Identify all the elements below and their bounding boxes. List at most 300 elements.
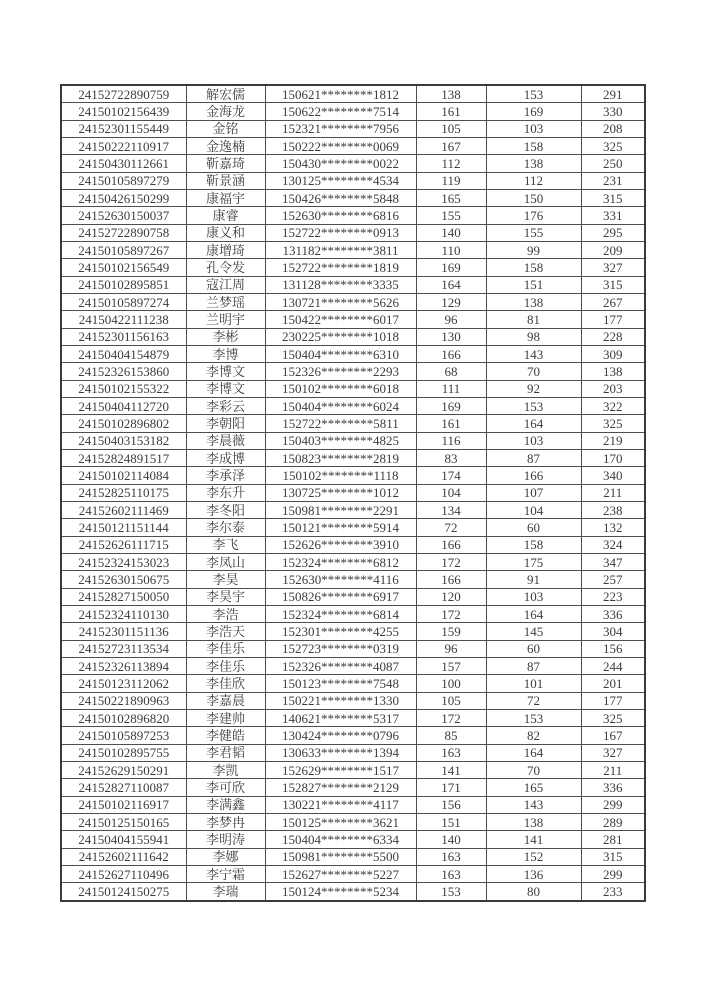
cell-exam-number: 24150102156439 <box>61 103 186 120</box>
cell-exam-number: 24152722890759 <box>61 85 186 103</box>
table-row <box>61 328 645 345</box>
cell-exam-number: 24150102896802 <box>61 415 186 432</box>
score-table-body <box>61 85 645 901</box>
cell-id-number: 140621********5317 <box>265 709 416 726</box>
cell-score-2: 72 <box>486 692 581 709</box>
cell-candidate-name: 金铭 <box>186 120 265 137</box>
cell-score-total: 295 <box>581 224 645 241</box>
cell-id-number: 150125********3621 <box>265 813 416 830</box>
cell-candidate-name: 李君韬 <box>186 744 265 761</box>
cell-candidate-name: 李冬阳 <box>186 502 265 519</box>
cell-score-2: 60 <box>486 519 581 536</box>
cell-candidate-name: 李娜 <box>186 848 265 865</box>
table-row <box>61 779 645 796</box>
cell-score-1: 166 <box>416 536 486 553</box>
cell-score-2: 165 <box>486 779 581 796</box>
cell-id-number: 230225********1018 <box>265 328 416 345</box>
cell-score-2: 91 <box>486 571 581 588</box>
table-row <box>61 623 645 640</box>
cell-id-number: 150430********0022 <box>265 155 416 172</box>
cell-id-number: 150102********6018 <box>265 380 416 397</box>
cell-score-total: 177 <box>581 311 645 328</box>
cell-exam-number: 24150222110917 <box>61 138 186 155</box>
cell-score-1: 151 <box>416 813 486 830</box>
cell-score-2: 136 <box>486 865 581 882</box>
cell-exam-number: 24152630150037 <box>61 207 186 224</box>
cell-score-2: 98 <box>486 328 581 345</box>
cell-exam-number: 24152326153860 <box>61 363 186 380</box>
table-row <box>61 848 645 865</box>
table-row <box>61 813 645 830</box>
cell-id-number: 150403********4825 <box>265 432 416 449</box>
cell-score-2: 158 <box>486 138 581 155</box>
table-row <box>61 311 645 328</box>
cell-score-2: 155 <box>486 224 581 241</box>
table-row <box>61 432 645 449</box>
cell-candidate-name: 李朝阳 <box>186 415 265 432</box>
cell-score-1: 105 <box>416 692 486 709</box>
cell-candidate-name: 康增琦 <box>186 242 265 259</box>
cell-score-total: 209 <box>581 242 645 259</box>
cell-id-number: 150981********5500 <box>265 848 416 865</box>
cell-id-number: 152827********2129 <box>265 779 416 796</box>
cell-score-1: 140 <box>416 224 486 241</box>
cell-score-2: 87 <box>486 450 581 467</box>
cell-score-2: 138 <box>486 294 581 311</box>
cell-score-total: 167 <box>581 727 645 744</box>
cell-exam-number: 24152824891517 <box>61 450 186 467</box>
cell-score-2: 143 <box>486 796 581 813</box>
cell-score-total: 211 <box>581 761 645 778</box>
cell-candidate-name: 李可欣 <box>186 779 265 796</box>
cell-candidate-name: 李承泽 <box>186 467 265 484</box>
cell-candidate-name: 李尔泰 <box>186 519 265 536</box>
cell-candidate-name: 康福宇 <box>186 190 265 207</box>
cell-exam-number: 24152626111715 <box>61 536 186 553</box>
cell-score-1: 157 <box>416 657 486 674</box>
cell-score-2: 152 <box>486 848 581 865</box>
cell-score-1: 172 <box>416 553 486 570</box>
table-row <box>61 155 645 172</box>
cell-score-2: 99 <box>486 242 581 259</box>
cell-exam-number: 24150125150165 <box>61 813 186 830</box>
table-row <box>61 103 645 120</box>
cell-score-total: 238 <box>581 502 645 519</box>
cell-candidate-name: 兰明宇 <box>186 311 265 328</box>
cell-id-number: 150404********6024 <box>265 398 416 415</box>
cell-score-2: 104 <box>486 502 581 519</box>
cell-id-number: 131128********3335 <box>265 276 416 293</box>
cell-candidate-name: 李佳欣 <box>186 675 265 692</box>
cell-candidate-name: 靳景涵 <box>186 172 265 189</box>
cell-id-number: 152722********0913 <box>265 224 416 241</box>
cell-score-2: 92 <box>486 380 581 397</box>
cell-score-1: 141 <box>416 761 486 778</box>
cell-score-1: 163 <box>416 848 486 865</box>
cell-exam-number: 24150102155322 <box>61 380 186 397</box>
cell-exam-number: 24152723113534 <box>61 640 186 657</box>
cell-score-2: 166 <box>486 467 581 484</box>
cell-id-number: 150222********0069 <box>265 138 416 155</box>
cell-id-number: 150123********7548 <box>265 675 416 692</box>
cell-score-1: 153 <box>416 883 486 901</box>
cell-id-number: 130221********4117 <box>265 796 416 813</box>
cell-score-total: 325 <box>581 138 645 155</box>
cell-score-1: 110 <box>416 242 486 259</box>
cell-id-number: 152324********6814 <box>265 605 416 622</box>
cell-exam-number: 24152301151136 <box>61 623 186 640</box>
cell-score-total: 244 <box>581 657 645 674</box>
cell-id-number: 152627********5227 <box>265 865 416 882</box>
cell-score-total: 208 <box>581 120 645 137</box>
cell-exam-number: 24150404155941 <box>61 831 186 848</box>
cell-score-1: 96 <box>416 311 486 328</box>
table-row <box>61 709 645 726</box>
cell-exam-number: 24152301156163 <box>61 328 186 345</box>
cell-score-1: 112 <box>416 155 486 172</box>
cell-score-total: 219 <box>581 432 645 449</box>
cell-id-number: 130633********1394 <box>265 744 416 761</box>
cell-exam-number: 24150403153182 <box>61 432 186 449</box>
table-row <box>61 657 645 674</box>
table-row <box>61 744 645 761</box>
cell-score-1: 171 <box>416 779 486 796</box>
cell-score-total: 299 <box>581 796 645 813</box>
cell-score-1: 172 <box>416 605 486 622</box>
table-row <box>61 85 645 103</box>
cell-id-number: 152626********3910 <box>265 536 416 553</box>
cell-score-1: 72 <box>416 519 486 536</box>
cell-candidate-name: 李嘉晨 <box>186 692 265 709</box>
cell-candidate-name: 李博文 <box>186 363 265 380</box>
cell-score-total: 340 <box>581 467 645 484</box>
cell-id-number: 130424********0796 <box>265 727 416 744</box>
cell-score-1: 163 <box>416 744 486 761</box>
cell-score-total: 315 <box>581 848 645 865</box>
cell-id-number: 150124********5234 <box>265 883 416 901</box>
cell-score-1: 164 <box>416 276 486 293</box>
cell-score-total: 315 <box>581 276 645 293</box>
cell-score-1: 174 <box>416 467 486 484</box>
table-row <box>61 761 645 778</box>
cell-score-2: 103 <box>486 432 581 449</box>
cell-score-1: 167 <box>416 138 486 155</box>
cell-score-2: 169 <box>486 103 581 120</box>
cell-score-1: 129 <box>416 294 486 311</box>
table-row <box>61 883 645 901</box>
cell-score-2: 103 <box>486 588 581 605</box>
cell-score-2: 175 <box>486 553 581 570</box>
cell-score-total: 325 <box>581 709 645 726</box>
cell-score-total: 156 <box>581 640 645 657</box>
cell-score-total: 322 <box>581 398 645 415</box>
cell-score-total: 299 <box>581 865 645 882</box>
table-row <box>61 346 645 363</box>
table-row <box>61 553 645 570</box>
cell-score-2: 176 <box>486 207 581 224</box>
cell-exam-number: 24152602111469 <box>61 502 186 519</box>
score-table <box>60 84 646 902</box>
cell-score-2: 101 <box>486 675 581 692</box>
table-row <box>61 467 645 484</box>
cell-id-number: 152321********7956 <box>265 120 416 137</box>
cell-score-2: 70 <box>486 363 581 380</box>
cell-score-2: 158 <box>486 259 581 276</box>
cell-exam-number: 24150105897274 <box>61 294 186 311</box>
cell-exam-number: 24150426150299 <box>61 190 186 207</box>
cell-score-total: 336 <box>581 605 645 622</box>
cell-score-1: 85 <box>416 727 486 744</box>
cell-candidate-name: 解宏儒 <box>186 85 265 103</box>
cell-score-total: 177 <box>581 692 645 709</box>
cell-score-1: 159 <box>416 623 486 640</box>
table-row <box>61 588 645 605</box>
cell-id-number: 150121********5914 <box>265 519 416 536</box>
cell-score-total: 347 <box>581 553 645 570</box>
cell-id-number: 150826********6917 <box>265 588 416 605</box>
cell-score-1: 163 <box>416 865 486 882</box>
cell-id-number: 150221********1330 <box>265 692 416 709</box>
cell-candidate-name: 李彬 <box>186 328 265 345</box>
table-row <box>61 259 645 276</box>
cell-score-2: 164 <box>486 605 581 622</box>
cell-exam-number: 24152722890758 <box>61 224 186 241</box>
cell-id-number: 150823********2819 <box>265 450 416 467</box>
cell-candidate-name: 李梦冉 <box>186 813 265 830</box>
table-row <box>61 727 645 744</box>
cell-candidate-name: 寇江周 <box>186 276 265 293</box>
cell-score-2: 153 <box>486 709 581 726</box>
cell-exam-number: 24150102895851 <box>61 276 186 293</box>
cell-score-total: 289 <box>581 813 645 830</box>
cell-candidate-name: 李明涛 <box>186 831 265 848</box>
cell-exam-number: 24150105897267 <box>61 242 186 259</box>
table-row <box>61 605 645 622</box>
cell-score-2: 80 <box>486 883 581 901</box>
cell-exam-number: 24152627110496 <box>61 865 186 882</box>
cell-exam-number: 24150123112062 <box>61 675 186 692</box>
table-row <box>61 276 645 293</box>
table-row <box>61 571 645 588</box>
cell-score-total: 325 <box>581 415 645 432</box>
table-row <box>61 294 645 311</box>
cell-id-number: 152723********0319 <box>265 640 416 657</box>
cell-score-1: 130 <box>416 328 486 345</box>
cell-candidate-name: 李东升 <box>186 484 265 501</box>
cell-score-2: 107 <box>486 484 581 501</box>
cell-score-1: 169 <box>416 398 486 415</box>
cell-score-1: 161 <box>416 103 486 120</box>
cell-score-1: 140 <box>416 831 486 848</box>
table-row <box>61 138 645 155</box>
cell-score-total: 228 <box>581 328 645 345</box>
cell-id-number: 150422********6017 <box>265 311 416 328</box>
cell-exam-number: 24150121151144 <box>61 519 186 536</box>
cell-id-number: 150102********1118 <box>265 467 416 484</box>
cell-exam-number: 24150430112661 <box>61 155 186 172</box>
cell-score-2: 60 <box>486 640 581 657</box>
cell-candidate-name: 金逸楠 <box>186 138 265 155</box>
cell-score-total: 327 <box>581 259 645 276</box>
table-row <box>61 224 645 241</box>
cell-exam-number: 24152324153023 <box>61 553 186 570</box>
cell-score-2: 141 <box>486 831 581 848</box>
cell-id-number: 131182********3811 <box>265 242 416 259</box>
table-row <box>61 415 645 432</box>
cell-score-total: 315 <box>581 190 645 207</box>
cell-candidate-name: 李浩 <box>186 605 265 622</box>
cell-score-1: 96 <box>416 640 486 657</box>
cell-score-1: 119 <box>416 172 486 189</box>
cell-score-total: 257 <box>581 571 645 588</box>
cell-candidate-name: 李凤山 <box>186 553 265 570</box>
table-row <box>61 519 645 536</box>
cell-score-1: 68 <box>416 363 486 380</box>
cell-id-number: 150621********1812 <box>265 85 416 103</box>
cell-candidate-name: 李昊 <box>186 571 265 588</box>
table-row <box>61 675 645 692</box>
cell-score-total: 250 <box>581 155 645 172</box>
cell-score-total: 324 <box>581 536 645 553</box>
cell-score-2: 138 <box>486 155 581 172</box>
table-row <box>61 242 645 259</box>
cell-score-1: 138 <box>416 85 486 103</box>
cell-exam-number: 24150404112720 <box>61 398 186 415</box>
cell-score-total: 233 <box>581 883 645 901</box>
cell-id-number: 150622********7514 <box>265 103 416 120</box>
table-row <box>61 207 645 224</box>
cell-exam-number: 24150102156549 <box>61 259 186 276</box>
cell-score-1: 116 <box>416 432 486 449</box>
cell-candidate-name: 李建帅 <box>186 709 265 726</box>
cell-score-total: 223 <box>581 588 645 605</box>
cell-score-1: 172 <box>416 709 486 726</box>
cell-candidate-name: 金海龙 <box>186 103 265 120</box>
cell-score-2: 87 <box>486 657 581 674</box>
cell-candidate-name: 李宁霜 <box>186 865 265 882</box>
cell-score-1: 105 <box>416 120 486 137</box>
cell-id-number: 152324********6812 <box>265 553 416 570</box>
cell-score-total: 291 <box>581 85 645 103</box>
table-row <box>61 190 645 207</box>
cell-score-1: 134 <box>416 502 486 519</box>
cell-candidate-name: 李凯 <box>186 761 265 778</box>
cell-exam-number: 24150404154879 <box>61 346 186 363</box>
cell-score-2: 145 <box>486 623 581 640</box>
table-row <box>61 502 645 519</box>
cell-score-2: 164 <box>486 744 581 761</box>
cell-score-total: 231 <box>581 172 645 189</box>
cell-candidate-name: 孔令发 <box>186 259 265 276</box>
table-row <box>61 865 645 882</box>
cell-score-1: 111 <box>416 380 486 397</box>
cell-exam-number: 24152827110087 <box>61 779 186 796</box>
cell-score-1: 120 <box>416 588 486 605</box>
cell-score-1: 166 <box>416 571 486 588</box>
cell-id-number: 152722********5811 <box>265 415 416 432</box>
cell-candidate-name: 李成博 <box>186 450 265 467</box>
cell-candidate-name: 李瑞 <box>186 883 265 901</box>
cell-candidate-name: 李满鑫 <box>186 796 265 813</box>
table-row <box>61 172 645 189</box>
cell-candidate-name: 李佳乐 <box>186 640 265 657</box>
cell-candidate-name: 李昊宇 <box>186 588 265 605</box>
cell-candidate-name: 李博 <box>186 346 265 363</box>
cell-score-2: 150 <box>486 190 581 207</box>
cell-id-number: 150981********2291 <box>265 502 416 519</box>
table-row <box>61 640 645 657</box>
cell-candidate-name: 兰梦瑶 <box>186 294 265 311</box>
cell-score-total: 336 <box>581 779 645 796</box>
cell-score-2: 164 <box>486 415 581 432</box>
cell-score-1: 166 <box>416 346 486 363</box>
cell-exam-number: 24150102896820 <box>61 709 186 726</box>
cell-score-1: 155 <box>416 207 486 224</box>
cell-score-1: 104 <box>416 484 486 501</box>
cell-score-2: 103 <box>486 120 581 137</box>
cell-id-number: 152630********6816 <box>265 207 416 224</box>
cell-id-number: 150404********6310 <box>265 346 416 363</box>
cell-candidate-name: 李博文 <box>186 380 265 397</box>
cell-score-1: 100 <box>416 675 486 692</box>
cell-candidate-name: 李飞 <box>186 536 265 553</box>
cell-score-2: 82 <box>486 727 581 744</box>
table-row <box>61 398 645 415</box>
cell-exam-number: 24150102114084 <box>61 467 186 484</box>
cell-score-total: 211 <box>581 484 645 501</box>
cell-candidate-name: 靳嘉琦 <box>186 155 265 172</box>
cell-candidate-name: 李健皓 <box>186 727 265 744</box>
cell-exam-number: 24152602111642 <box>61 848 186 865</box>
cell-score-2: 153 <box>486 85 581 103</box>
cell-id-number: 130725********1012 <box>265 484 416 501</box>
cell-score-total: 309 <box>581 346 645 363</box>
cell-score-1: 83 <box>416 450 486 467</box>
cell-id-number: 152326********2293 <box>265 363 416 380</box>
table-row <box>61 796 645 813</box>
table-row <box>61 120 645 137</box>
cell-score-1: 169 <box>416 259 486 276</box>
cell-id-number: 152630********4116 <box>265 571 416 588</box>
cell-score-2: 158 <box>486 536 581 553</box>
cell-candidate-name: 李晨薇 <box>186 432 265 449</box>
cell-score-total: 201 <box>581 675 645 692</box>
cell-id-number: 130125********4534 <box>265 172 416 189</box>
cell-candidate-name: 康睿 <box>186 207 265 224</box>
cell-exam-number: 24150102116917 <box>61 796 186 813</box>
table-row <box>61 692 645 709</box>
cell-exam-number: 24152629150291 <box>61 761 186 778</box>
cell-score-total: 170 <box>581 450 645 467</box>
table-row <box>61 380 645 397</box>
cell-id-number: 130721********5626 <box>265 294 416 311</box>
cell-score-2: 81 <box>486 311 581 328</box>
cell-score-1: 165 <box>416 190 486 207</box>
cell-exam-number: 24150105897253 <box>61 727 186 744</box>
cell-exam-number: 24152630150675 <box>61 571 186 588</box>
cell-score-2: 138 <box>486 813 581 830</box>
cell-score-2: 112 <box>486 172 581 189</box>
cell-id-number: 152326********4087 <box>265 657 416 674</box>
cell-exam-number: 24150124150275 <box>61 883 186 901</box>
table-row <box>61 363 645 380</box>
cell-id-number: 152301********4255 <box>265 623 416 640</box>
cell-id-number: 150426********5848 <box>265 190 416 207</box>
cell-score-total: 203 <box>581 380 645 397</box>
cell-id-number: 150404********6334 <box>265 831 416 848</box>
cell-score-total: 281 <box>581 831 645 848</box>
cell-exam-number: 24150221890963 <box>61 692 186 709</box>
